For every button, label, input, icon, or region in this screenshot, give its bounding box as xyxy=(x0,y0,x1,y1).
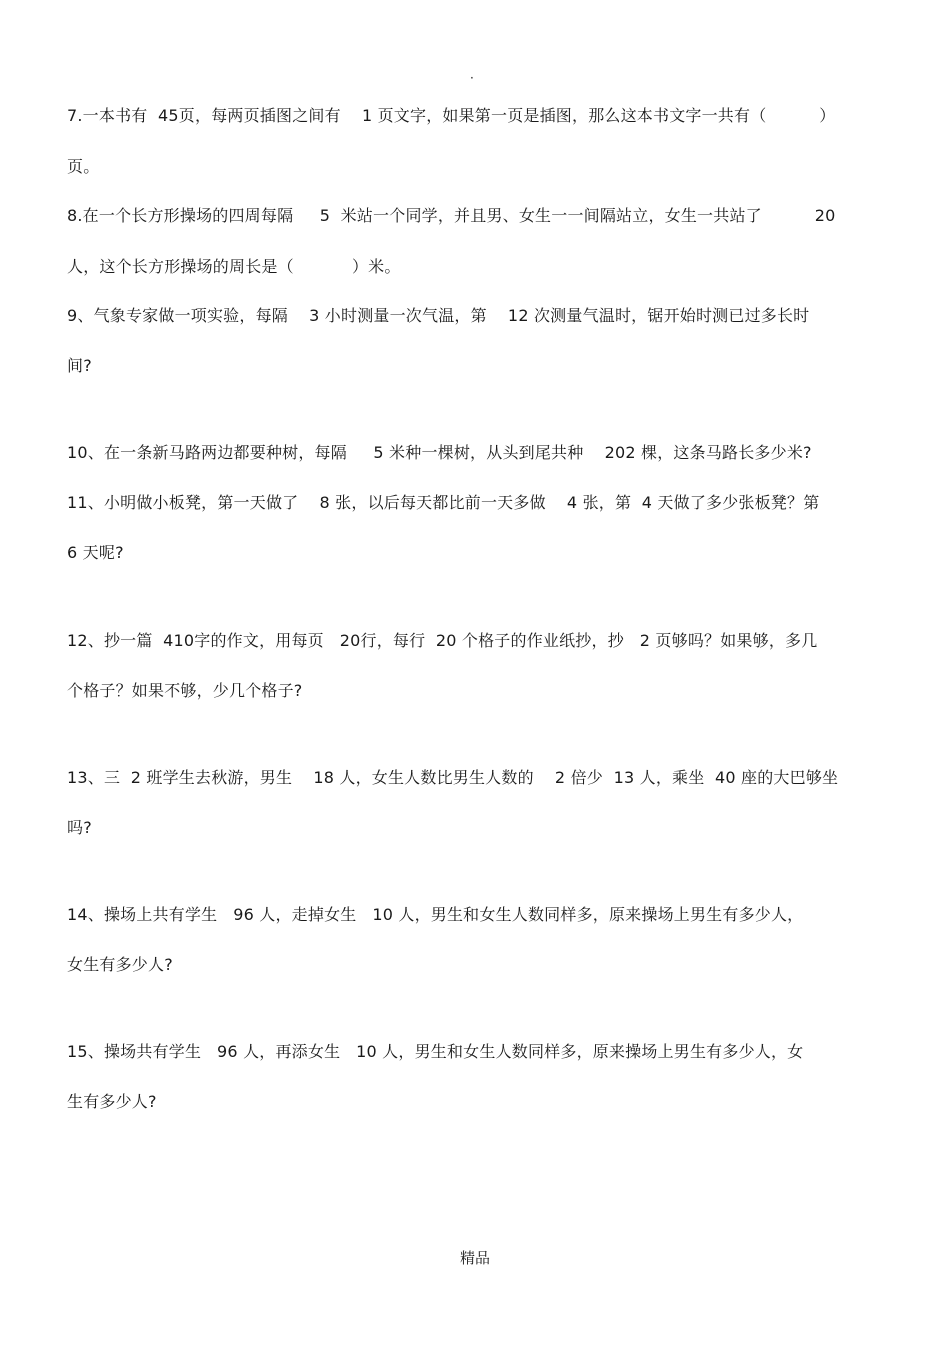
question-12-line-1: 12、抄一篇 410字的作文，用每页 20行，每行 20 个格子的作业纸抄，抄 2 页够吗？如果够，多几 xyxy=(67,631,818,650)
question-9-line-1: 9、气象专家做一项实验，每隔 3 小时测量一次气温，第 12 次测量气温时，锯开始时测已过多长时 xyxy=(67,306,810,325)
question-15-line-2: 生有多少人? xyxy=(67,1092,157,1111)
question-14-line-1: 14、操场上共有学生 96 人，走掉女生 10 人，男生和女生人数同样多，原来操场上男生有多少人， xyxy=(67,905,804,924)
question-7-line-2: 页。 xyxy=(67,157,100,176)
question-10-line-1: 10、在一条新马路两边都要种树，每隔 5 米种一棵树，从头到尾共种 202 棵，这条马路长多少米? xyxy=(67,443,812,462)
question-7-line-1: 7.一本书有 45页，每两页插图之间有 1 页文字，如果第一页是插图，那么这本书文字一共有（ ） xyxy=(67,106,836,125)
question-8-line-2: 人，这个长方形操场的周长是（ ）米。 xyxy=(67,257,401,276)
question-13-line-1: 13、三 2 班学生去秋游，男生 18 人，女生人数比男生人数的 2 倍少 13 人，乘坐 40 座的大巴够坐 xyxy=(67,768,839,787)
question-8-line-1: 8.在一个长方形操场的四周每隔 5 米站一个同学，并且男、女生一一间隔站立，女生一共站了 20 xyxy=(67,206,836,225)
header-dot: · xyxy=(470,71,474,85)
footer-label: 精品 xyxy=(459,1249,490,1267)
question-9-line-2: 间? xyxy=(67,356,92,375)
question-11-line-1: 11、小明做小板凳，第一天做了 8 张，以后每天都比前一天多做 4 张，第 4 天做了多少张板凳？第 xyxy=(67,493,820,512)
question-12-line-2: 个格子？如果不够，少几个格子? xyxy=(67,681,303,700)
question-14-line-2: 女生有多少人? xyxy=(67,955,173,974)
question-11-line-2: 6 天呢? xyxy=(67,543,124,562)
question-13-line-2: 吗? xyxy=(67,818,92,837)
question-15-line-1: 15、操场共有学生 96 人，再添女生 10 人，男生和女生人数同样多，原来操场上男生有多少人，女 xyxy=(67,1042,804,1061)
